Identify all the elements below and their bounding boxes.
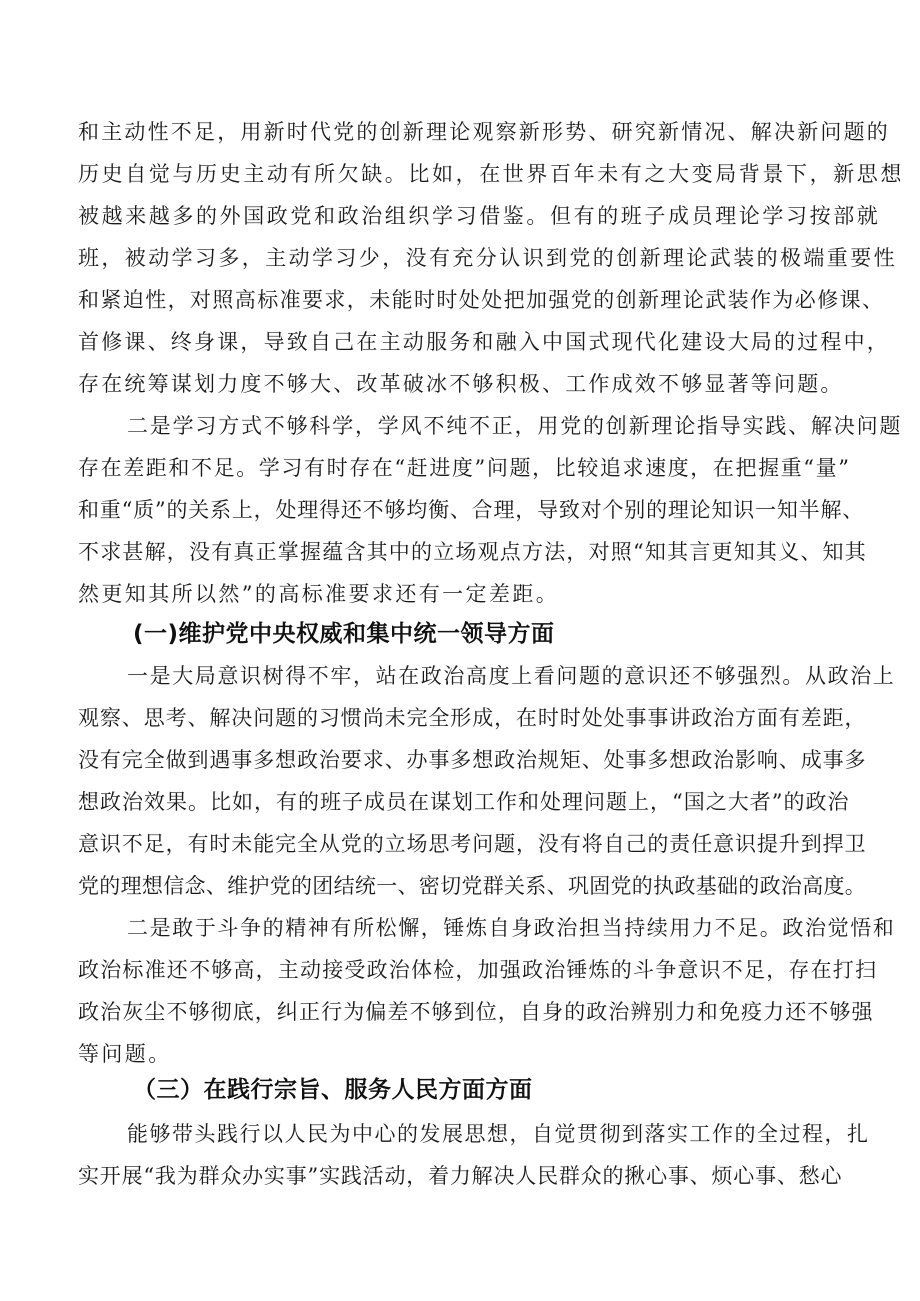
text-line: 政治灰尘不够彻底，纠正行为偏差不够到位，自身的政治辨别力和免疫力还不够强 [78, 1000, 874, 1024]
text-line: 历史自觉与历史主动有所欠缺。比如，在世界百年未有之大变局背景下，新思想 [78, 162, 904, 186]
text-line: 能够带头践行以人民为中心的发展思想，自觉贯彻到落实工作的全过程，扎 [127, 1122, 870, 1146]
text-line: 然更知其所以然”的高标准要求还有一定差距。 [78, 582, 560, 606]
text-line: 实开展“我为群众办实事”实践活动，着力解决人民群众的揪心事、烦心事、愁心 [78, 1164, 843, 1188]
text-line: 和重“质”的关系上，处理得还不够均衡、合理，导致对个别的理论知识一知半解、 [78, 498, 865, 522]
text-line: 二是学习方式不够科学，学风不纯不正，用党的创新理论指导实践、解决问题 [127, 414, 903, 438]
text-line: 想政治效果。比如，有的班子成员在谋划工作和处理问题上，“国之大者”的政治 [78, 790, 850, 814]
text-line: 政治标准还不够高，主动接受政治体检，加强政治锤炼的斗争意识不足，存在打扫 [78, 958, 878, 982]
text-line: 意识不足，有时未能完全从党的立场思考问题，没有将自己的责任意识提升到捍卫 [78, 832, 867, 856]
text-line: 和主动性不足，用新时代党的创新理论观察新形势、研究新情况、解决新问题的 [78, 120, 890, 144]
text-line: 首修课、终身课，导致自己在主动服务和融入中国式现代化建设大局的过程中， [78, 330, 890, 354]
text-line: 和紧迫性，对照高标准要求，未能时时处处把加强党的创新理论武装作为必修课、 [78, 288, 885, 312]
text-line: 一是大局意识树得不牢，站在政治高度上看问题的意识还不够强烈。从政治上 [127, 664, 896, 688]
text-line: 观察、思考、解决问题的习惯尚未完全形成，在时时处处事事讲政治方面有差距， [78, 706, 867, 730]
section-heading: （三）在践行宗旨、服务人民方面方面 [133, 1077, 533, 1103]
text-line: 存在差距和不足。学习有时存在“赶进度”问题，比较追求速度，在把握重“量” [78, 456, 851, 480]
text-line: 存在统筹谋划力度不够大、改革破冰不够积极、工作成效不够显著等问题。 [78, 372, 844, 396]
text-line: 没有完全做到遇事多想政治要求、办事多想政治规矩、处事多想政治影响、成事多 [78, 748, 867, 772]
text-line: 二是敢于斗争的精神有所松懈，锤炼自身政治担当持续用力不足。政治觉悟和 [127, 916, 896, 940]
text-line: 班，被动学习多，主动学习少，没有充分认识到党的创新理论武装的极端重要性 [78, 246, 897, 270]
text-line: 等问题。 [78, 1042, 172, 1066]
text-line: 被越来越多的外国政党和政治组织学习借鉴。但有的班子成员理论学习按部就 [78, 204, 881, 228]
text-line: 不求甚解，没有真正掌握蕴含其中的立场观点方法，对照“知其言更知其义、知其 [78, 540, 867, 564]
section-heading: (一)维护党中央权威和集中统一领导方面 [133, 621, 555, 647]
text-line: 党的理想信念、维护党的团结统一、密切党群关系、巩固党的执政基础的政治高度。 [78, 874, 867, 898]
